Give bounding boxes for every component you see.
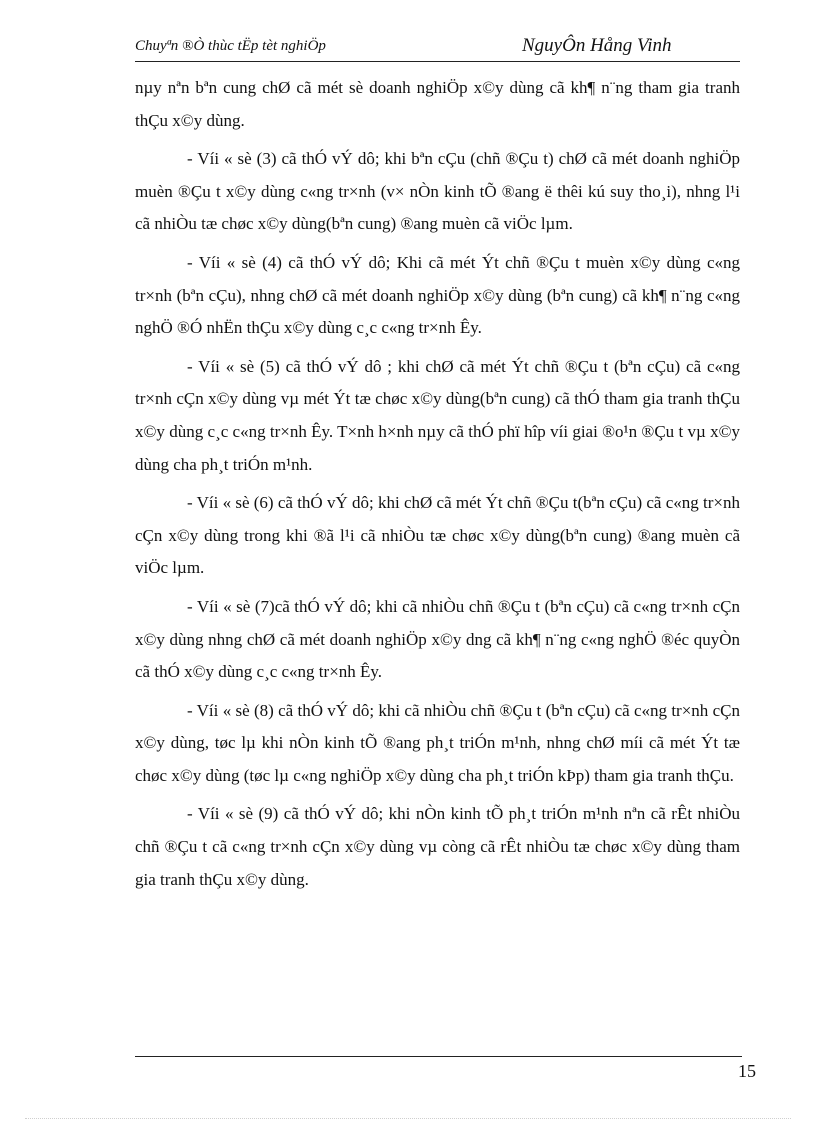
header-author-name: NguyÔn Hång Vinh [522, 35, 672, 56]
page-edge-dotted-line [25, 1118, 791, 1119]
paragraph-cell-3: - Víi « sè (3) cã thÓ vÝ dô; khi bªn cÇu (chñ ®Çu t) chØ cã mét doanh nghiÖp muèn ®Çu t x©y dùng c«ng tr×nh (v× nÒn kinh tÕ ®ang ë thêi kú suy tho¸i), nhng l¹i cã nhiÒu tæ chøc x©y dùng(bªn cung) ®ang muèn cã viÖc lµm. [135, 149, 740, 234]
paragraph-continuation: nµy nªn bªn cung chØ cã mét sè doanh nghiÖp x©y dùng cã kh¶ n¨ng tham gia tranh thÇu x©y dùng. [135, 78, 740, 130]
footer-divider [135, 1056, 742, 1057]
page-number: 15 [738, 1061, 756, 1081]
header-divider [135, 61, 740, 62]
paragraph-cell-4: - Víi « sè (4) cã thÓ vÝ dô; Khi cã mét Ýt chñ ®Çu t muèn x©y dùng c«ng tr×nh (bªn cÇu), nhng chØ cã mét doanh nghiÖp x©y dùng (bªn cung) cã kh¶ n¨ng c«ng nghÖ ®Ó nhËn thÇu x©y dùng c¸c c«ng tr×nh Êy. [135, 252, 740, 338]
paragraph-cell-6: - Víi « sè (6) cã thÓ vÝ dô; khi chØ cã mét Ýt chñ ®Çu t(bªn cÇu) cã c«ng tr×nh cÇn x©y dùng trong khi ®ã l¹i cã nhiÒu tæ chøc x©y dùng(bªn cung) ®ang muèn cã viÖc lµm. [135, 493, 740, 578]
header-document-title: Chuyªn ®Ò thùc tËp tèt nghiÖp [135, 38, 326, 54]
body-text [135, 72, 740, 902]
paragraph-cell-8: - Víi « sè (8) cã thÓ vÝ dô; khi cã nhiÒu chñ ®Çu t (bªn cÇu) cã c«ng tr×nh cÇn x©y dùng, tøc lµ khi nÒn kinh tÕ ®ang ph¸t triÓn m¹nh, nhng chØ míi cã mét Ýt tæ chøc x©y dùng (tøc lµ c«ng nghiÖp x©y dùng cha ph¸t triÓn kÞp) tham gia tranh thÇu. [135, 700, 740, 785]
paragraph-cell-9: - Víi « sè (9) cã thÓ vÝ dô; khi nÒn kinh tÕ ph¸t triÓn m¹nh nªn cã rÊt nhiÒu chñ ®Çu t cã c«ng tr×nh cÇn x©y dùng vµ còng cã rÊt nhiÒu tæ chøc x©y dùng tham gia tranh thÇu x©y dùng. [135, 804, 740, 889]
paragraph-cell-5: - Víi « sè (5) cã thÓ vÝ dô ; khi chØ cã mét Ýt chñ ®Çu t (bªn cÇu) cã c«ng tr×nh cÇn x©y dùng vµ mét Ýt tæ chøc x©y dùng(bªn cung) cã thÓ tham gia tranh thÇu x©y dùng c¸c c«ng tr×nh Êy. T×nh h×nh nµy cã thÓ phï hîp víi giai ®o¹n ®Çu t vµ x©y dùng cha ph¸t triÓn m¹nh. [135, 356, 740, 474]
paragraph-cell-7: - Víi « sè (7)cã thÓ vÝ dô; khi cã nhiÒu chñ ®Çu t (bªn cÇu) cã c«ng tr×nh cÇn x©y dùng nhng chØ cã mét doanh nghiÖp x©y dng cã kh¶ n¨ng c«ng nghÖ ®éc quyÒn cã thÓ x©y dùng c¸c c«ng tr×nh Êy. [135, 596, 740, 682]
